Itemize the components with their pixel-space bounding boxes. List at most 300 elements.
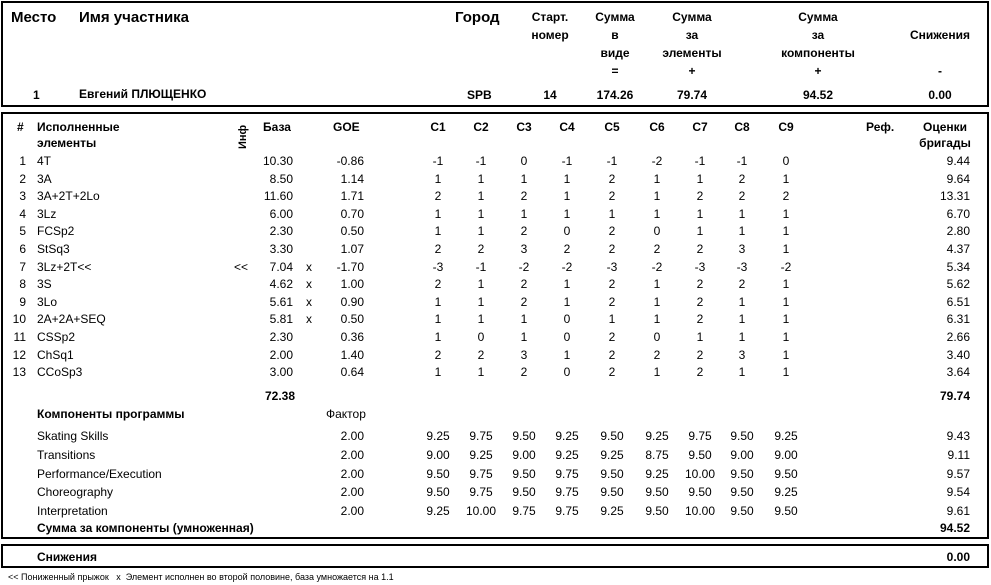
element-judge-score: 1: [477, 224, 485, 238]
element-judge-score: 2: [696, 242, 704, 256]
element-base: 10.30: [262, 154, 293, 168]
element-panel-score: 4.37: [946, 242, 970, 256]
deductions-value: 0.00: [946, 550, 970, 564]
element-judge-score: 1: [782, 348, 790, 362]
element-number: 10: [12, 312, 26, 326]
element-panel-score: 3.40: [946, 348, 970, 362]
element-base: 5.61: [269, 295, 293, 309]
element-goe: -0.86: [336, 154, 364, 168]
skater-place: 1: [33, 88, 40, 102]
col-judge-9: C9: [778, 120, 794, 134]
header-start-1: Старт.: [531, 10, 569, 24]
header-tes-2: за: [685, 28, 699, 42]
component-judge-score: 9.50: [645, 504, 669, 518]
header-ded-4: -: [938, 64, 942, 78]
element-judge-score: 2: [520, 189, 528, 203]
element-judge-score: 1: [477, 295, 485, 309]
element-goe: 1.14: [340, 172, 364, 186]
element-judge-score: 1: [738, 224, 746, 238]
component-factor: 2.00: [340, 504, 364, 518]
component-factor: 2.00: [340, 448, 364, 462]
element-judge-score: 2: [520, 295, 528, 309]
element-judge-score: 2: [653, 348, 661, 362]
element-judge-score: -1: [694, 154, 706, 168]
header-tss-2: в: [611, 28, 619, 42]
element-judge-score: 1: [653, 312, 661, 326]
element-x-mark: x: [306, 312, 312, 326]
component-judge-score: 9.50: [730, 429, 754, 443]
col-elements-2: элементы: [37, 136, 97, 150]
component-score: 9.54: [946, 485, 970, 499]
element-judge-score: 0: [653, 224, 661, 238]
element-judge-score: 1: [477, 312, 485, 326]
component-judge-score: 9.25: [555, 429, 579, 443]
element-judge-score: 2: [520, 365, 528, 379]
col-score-1: Оценки: [922, 120, 967, 134]
element-judge-score: 0: [563, 330, 571, 344]
element-judge-score: 0: [782, 154, 790, 168]
component-judge-score: 9.50: [426, 485, 450, 499]
element-judge-score: 1: [738, 207, 746, 221]
element-judge-score: 1: [434, 365, 442, 379]
element-judge-score: 2: [608, 172, 616, 186]
element-panel-score: 2.66: [946, 330, 970, 344]
col-score-2: бригады: [919, 136, 971, 150]
component-name: Performance/Execution: [37, 467, 162, 481]
component-name: Skating Skills: [37, 429, 109, 443]
element-code: ChSq1: [37, 348, 74, 362]
element-judge-score: 2: [696, 312, 704, 326]
component-judge-score: 9.50: [730, 504, 754, 518]
header-ded-1: Снижения: [910, 28, 970, 42]
element-judge-score: 0: [563, 312, 571, 326]
element-judge-score: 2: [563, 242, 571, 256]
element-code: StSq3: [37, 242, 70, 256]
element-number: 8: [19, 277, 26, 291]
element-code: 3S: [37, 277, 52, 291]
element-judge-score: -2: [561, 260, 573, 274]
element-judge-score: 2: [608, 330, 616, 344]
element-goe: 0.70: [340, 207, 364, 221]
element-judge-score: 1: [563, 348, 571, 362]
element-judge-score: 1: [653, 189, 661, 203]
element-judge-score: 1: [782, 277, 790, 291]
element-judge-score: 1: [563, 277, 571, 291]
element-judge-score: 1: [520, 330, 528, 344]
skater-pcs: 94.52: [802, 88, 834, 102]
element-code: 2A+2A+SEQ: [37, 312, 106, 326]
element-judge-score: 1: [738, 365, 746, 379]
header-tss-1: Сумма: [595, 10, 635, 24]
element-judge-score: 3: [520, 242, 528, 256]
elements-base-total: 72.38: [264, 389, 295, 403]
element-judge-score: 1: [563, 295, 571, 309]
element-judge-score: 2: [477, 242, 485, 256]
component-judge-score: 9.00: [426, 448, 450, 462]
element-panel-score: 3.64: [946, 365, 970, 379]
header-pcs-3: компоненты: [781, 46, 855, 60]
component-judge-score: 9.00: [774, 448, 798, 462]
element-judge-score: 3: [738, 348, 746, 362]
element-goe: 1.00: [340, 277, 364, 291]
element-judge-score: -3: [432, 260, 444, 274]
element-judge-score: 2: [520, 224, 528, 238]
element-judge-score: 1: [434, 207, 442, 221]
element-judge-score: 2: [696, 348, 704, 362]
component-score: 9.43: [946, 429, 970, 443]
col-judge-8: C8: [734, 120, 750, 134]
element-judge-score: 1: [563, 172, 571, 186]
component-judge-score: 9.00: [512, 448, 536, 462]
col-elements-1: Исполненные: [37, 120, 120, 134]
element-judge-score: 0: [653, 330, 661, 344]
element-panel-score: 6.70: [946, 207, 970, 221]
component-judge-score: 9.50: [512, 485, 536, 499]
element-judge-score: -2: [518, 260, 530, 274]
element-judge-score: 1: [782, 242, 790, 256]
col-judge-7: C7: [692, 120, 708, 134]
element-goe: 1.07: [340, 242, 364, 256]
element-code: 3A+2T+2Lo: [37, 189, 100, 203]
component-judge-score: 9.50: [774, 467, 798, 481]
element-judge-score: -1: [432, 154, 444, 168]
component-judge-score: 9.75: [688, 429, 712, 443]
element-number: 13: [12, 365, 26, 379]
element-judge-score: -1: [736, 154, 748, 168]
component-judge-score: 9.50: [426, 467, 450, 481]
component-score: 9.57: [946, 467, 970, 481]
element-judge-score: -3: [606, 260, 618, 274]
element-number: 12: [12, 348, 26, 362]
element-judge-score: 1: [434, 172, 442, 186]
components-total-score: 94.52: [939, 521, 970, 535]
element-judge-score: 1: [782, 172, 790, 186]
component-judge-score: 9.50: [512, 467, 536, 481]
element-panel-score: 9.44: [946, 154, 970, 168]
element-x-mark: x: [306, 295, 312, 309]
element-judge-score: 1: [738, 330, 746, 344]
element-code: 3Lo: [37, 295, 58, 309]
header-tss-4: =: [611, 64, 619, 78]
element-number: 4: [19, 207, 26, 221]
col-judge-2: C2: [473, 120, 489, 134]
element-judge-score: 0: [477, 330, 485, 344]
element-base: 8.50: [269, 172, 293, 186]
element-judge-score: 0: [520, 154, 528, 168]
component-judge-score: 9.25: [426, 429, 450, 443]
element-judge-score: 1: [477, 277, 485, 291]
element-goe: 0.90: [340, 295, 364, 309]
component-judge-score: 9.75: [469, 467, 493, 481]
element-judge-score: 2: [738, 172, 746, 186]
element-judge-score: 2: [738, 189, 746, 203]
component-judge-score: 9.75: [512, 504, 536, 518]
element-number: 9: [19, 295, 26, 309]
element-judge-score: 1: [477, 207, 485, 221]
element-number: 11: [13, 330, 26, 344]
header-city: Город: [455, 9, 500, 26]
header-place: Место: [11, 9, 57, 26]
skater-ded: 0.00: [928, 88, 952, 102]
element-judge-score: 1: [477, 172, 485, 186]
element-judge-score: 2: [696, 189, 704, 203]
element-judge-score: 1: [520, 312, 528, 326]
component-judge-score: 9.25: [645, 467, 669, 481]
component-judge-score: 9.75: [469, 429, 493, 443]
component-factor: 2.00: [340, 429, 364, 443]
element-panel-score: 6.31: [946, 312, 970, 326]
element-judge-score: 3: [738, 242, 746, 256]
element-goe: 0.50: [340, 224, 364, 238]
component-judge-score: 9.50: [645, 485, 669, 499]
element-judge-score: 1: [782, 330, 790, 344]
element-judge-score: -3: [736, 260, 748, 274]
element-judge-score: -1: [561, 154, 573, 168]
element-judge-score: 1: [696, 224, 704, 238]
component-judge-score: 9.50: [730, 467, 754, 481]
element-judge-score: 1: [696, 330, 704, 344]
element-number: 2: [19, 172, 26, 186]
element-panel-score: 9.64: [946, 172, 970, 186]
component-factor: 2.00: [340, 485, 364, 499]
footnote: << Пониженный прыжок x Элемент исполнен во второй половине, база умножается на 1.1: [8, 572, 394, 582]
element-goe: 1.71: [340, 189, 364, 203]
element-judge-score: 2: [434, 348, 442, 362]
element-judge-score: 1: [653, 172, 661, 186]
element-judge-score: 2: [696, 295, 704, 309]
header-name: Имя участника: [79, 9, 190, 26]
element-goe: 0.36: [340, 330, 364, 344]
element-base: 11.60: [263, 189, 293, 203]
element-judge-score: 1: [563, 207, 571, 221]
element-judge-score: 1: [653, 365, 661, 379]
element-judge-score: -2: [651, 260, 663, 274]
col-judge-3: C3: [516, 120, 532, 134]
element-judge-score: 1: [653, 277, 661, 291]
header-pcs-4: +: [814, 64, 822, 78]
element-judge-score: 1: [782, 312, 790, 326]
element-code: 3A: [37, 172, 52, 186]
element-judge-score: 1: [696, 172, 704, 186]
component-name: Choreography: [37, 485, 114, 499]
component-judge-score: 9.25: [600, 448, 624, 462]
element-judge-score: 2: [434, 189, 442, 203]
element-judge-score: 3: [520, 348, 528, 362]
component-judge-score: 9.50: [774, 504, 798, 518]
element-number: 3: [19, 189, 26, 203]
element-judge-score: 2: [608, 242, 616, 256]
element-judge-score: 1: [653, 207, 661, 221]
element-judge-score: 2: [434, 277, 442, 291]
element-judge-score: 1: [696, 207, 704, 221]
element-judge-score: -2: [780, 260, 792, 274]
header-pcs-2: за: [811, 28, 825, 42]
component-judge-score: 9.25: [774, 485, 798, 499]
component-judge-score: 8.75: [645, 448, 669, 462]
element-judge-score: -3: [694, 260, 706, 274]
element-x-mark: x: [306, 260, 312, 274]
col-judge-5: C5: [604, 120, 620, 134]
component-judge-score: 9.25: [426, 504, 450, 518]
deductions-box: [1, 544, 989, 568]
deductions-label: Снижения: [37, 550, 97, 564]
element-judge-score: -2: [651, 154, 663, 168]
element-base: 7.04: [269, 260, 293, 274]
element-judge-score: -1: [606, 154, 618, 168]
component-judge-score: 9.50: [600, 429, 624, 443]
element-judge-score: 2: [738, 277, 746, 291]
element-judge-score: -1: [475, 154, 487, 168]
component-score: 9.11: [947, 448, 970, 462]
component-judge-score: 9.75: [469, 485, 493, 499]
element-judge-score: 1: [434, 224, 442, 238]
element-base: 6.00: [269, 207, 293, 221]
col-judge-4: C4: [559, 120, 575, 134]
component-judge-score: 9.75: [555, 467, 579, 481]
component-judge-score: 10.00: [684, 467, 716, 481]
element-judge-score: 1: [782, 295, 790, 309]
element-judge-score: 1: [782, 365, 790, 379]
element-judge-score: 2: [696, 365, 704, 379]
element-judge-score: 1: [782, 224, 790, 238]
element-judge-score: 1: [608, 207, 616, 221]
element-panel-score: 13.31: [939, 189, 970, 203]
element-judge-score: 1: [520, 172, 528, 186]
element-code: 3Lz+2T<<: [37, 260, 92, 274]
col-judge-1: C1: [430, 120, 446, 134]
element-judge-score: 1: [738, 295, 746, 309]
components-total-label: Сумма за компоненты (умноженная): [37, 521, 254, 535]
element-panel-score: 5.62: [946, 277, 970, 291]
element-info: <<: [234, 260, 249, 274]
element-goe: 0.50: [340, 312, 364, 326]
element-judge-score: 2: [608, 189, 616, 203]
element-code: FCSp2: [37, 224, 75, 238]
element-judge-score: 2: [434, 242, 442, 256]
element-number: 1: [19, 154, 26, 168]
element-judge-score: 1: [434, 312, 442, 326]
element-judge-score: 1: [477, 189, 485, 203]
element-number: 6: [19, 242, 26, 256]
element-judge-score: 2: [653, 242, 661, 256]
component-judge-score: 9.25: [645, 429, 669, 443]
component-judge-score: 9.75: [555, 504, 579, 518]
element-code: CSSp2: [37, 330, 76, 344]
component-judge-score: 9.25: [600, 504, 624, 518]
element-judge-score: 2: [608, 295, 616, 309]
component-name: Transitions: [37, 448, 96, 462]
component-judge-score: 9.50: [688, 448, 712, 462]
col-goe: GOE: [333, 120, 360, 134]
col-info: Инф: [237, 124, 249, 149]
element-judge-score: 1: [434, 295, 442, 309]
element-base: 3.30: [269, 242, 293, 256]
element-judge-score: 2: [608, 365, 616, 379]
element-judge-score: 2: [477, 348, 485, 362]
element-base: 2.30: [269, 330, 293, 344]
element-code: 3Lz: [37, 207, 57, 221]
header-tes-4: +: [688, 64, 696, 78]
component-judge-score: 9.50: [688, 485, 712, 499]
element-judge-score: 2: [696, 277, 704, 291]
element-judge-score: 1: [563, 189, 571, 203]
element-panel-score: 2.80: [946, 224, 970, 238]
element-judge-score: 1: [434, 330, 442, 344]
element-base: 5.81: [269, 312, 293, 326]
element-panel-score: 5.34: [946, 260, 970, 274]
skater-tss: 174.26: [596, 88, 634, 102]
col-judge-6: C6: [649, 120, 665, 134]
element-judge-score: 1: [653, 295, 661, 309]
elements-score-total: 79.74: [939, 389, 970, 403]
element-judge-score: 1: [782, 207, 790, 221]
element-base: 2.00: [269, 348, 293, 362]
col-num: #: [17, 120, 24, 134]
element-goe: 1.40: [340, 348, 364, 362]
element-goe: 0.64: [340, 365, 364, 379]
element-judge-score: 0: [563, 365, 571, 379]
header-tes-1: Сумма: [672, 10, 712, 24]
component-judge-score: 10.00: [684, 504, 716, 518]
element-judge-score: 2: [608, 348, 616, 362]
col-base: База: [263, 120, 291, 134]
element-judge-score: 2: [782, 189, 790, 203]
component-score: 9.61: [946, 504, 970, 518]
element-judge-score: 1: [520, 207, 528, 221]
components-label: Компоненты программы: [37, 407, 185, 421]
component-name: Interpretation: [37, 504, 108, 518]
element-number: 5: [19, 224, 26, 238]
header-pcs-1: Сумма: [798, 10, 838, 24]
component-judge-score: 9.50: [730, 485, 754, 499]
element-judge-score: 2: [608, 224, 616, 238]
component-judge-score: 9.25: [555, 448, 579, 462]
skater-name: Евгений ПЛЮЩЕНКО: [79, 87, 207, 101]
component-judge-score: 9.75: [555, 485, 579, 499]
component-judge-score: 9.25: [774, 429, 798, 443]
element-judge-score: 2: [608, 277, 616, 291]
skater-city: SPB: [467, 88, 492, 102]
element-judge-score: -1: [475, 260, 487, 274]
element-x-mark: x: [306, 277, 312, 291]
element-code: CCoSp3: [37, 365, 83, 379]
element-base: 3.00: [269, 365, 293, 379]
component-judge-score: 9.50: [600, 467, 624, 481]
element-judge-score: 1: [738, 312, 746, 326]
element-judge-score: 1: [477, 365, 485, 379]
component-judge-score: 10.00: [465, 504, 497, 518]
element-base: 2.30: [269, 224, 293, 238]
element-base: 4.62: [269, 277, 293, 291]
component-judge-score: 9.50: [600, 485, 624, 499]
component-judge-score: 9.00: [730, 448, 754, 462]
element-panel-score: 6.51: [946, 295, 970, 309]
component-judge-score: 9.50: [512, 429, 536, 443]
element-judge-score: 1: [608, 312, 616, 326]
element-number: 7: [19, 260, 26, 274]
skater-start: 14: [543, 88, 557, 102]
element-code: 4T: [37, 154, 52, 168]
header-tes-3: элементы: [662, 46, 722, 60]
header-tss-3: виде: [600, 46, 630, 60]
element-judge-score: 2: [520, 277, 528, 291]
component-judge-score: 9.25: [469, 448, 493, 462]
col-ref: Реф.: [866, 120, 895, 134]
header-start-2: номер: [531, 28, 569, 42]
element-goe: -1.70: [336, 260, 364, 274]
factor-label: Фактор: [326, 407, 366, 421]
skater-tes: 79.74: [676, 88, 708, 102]
